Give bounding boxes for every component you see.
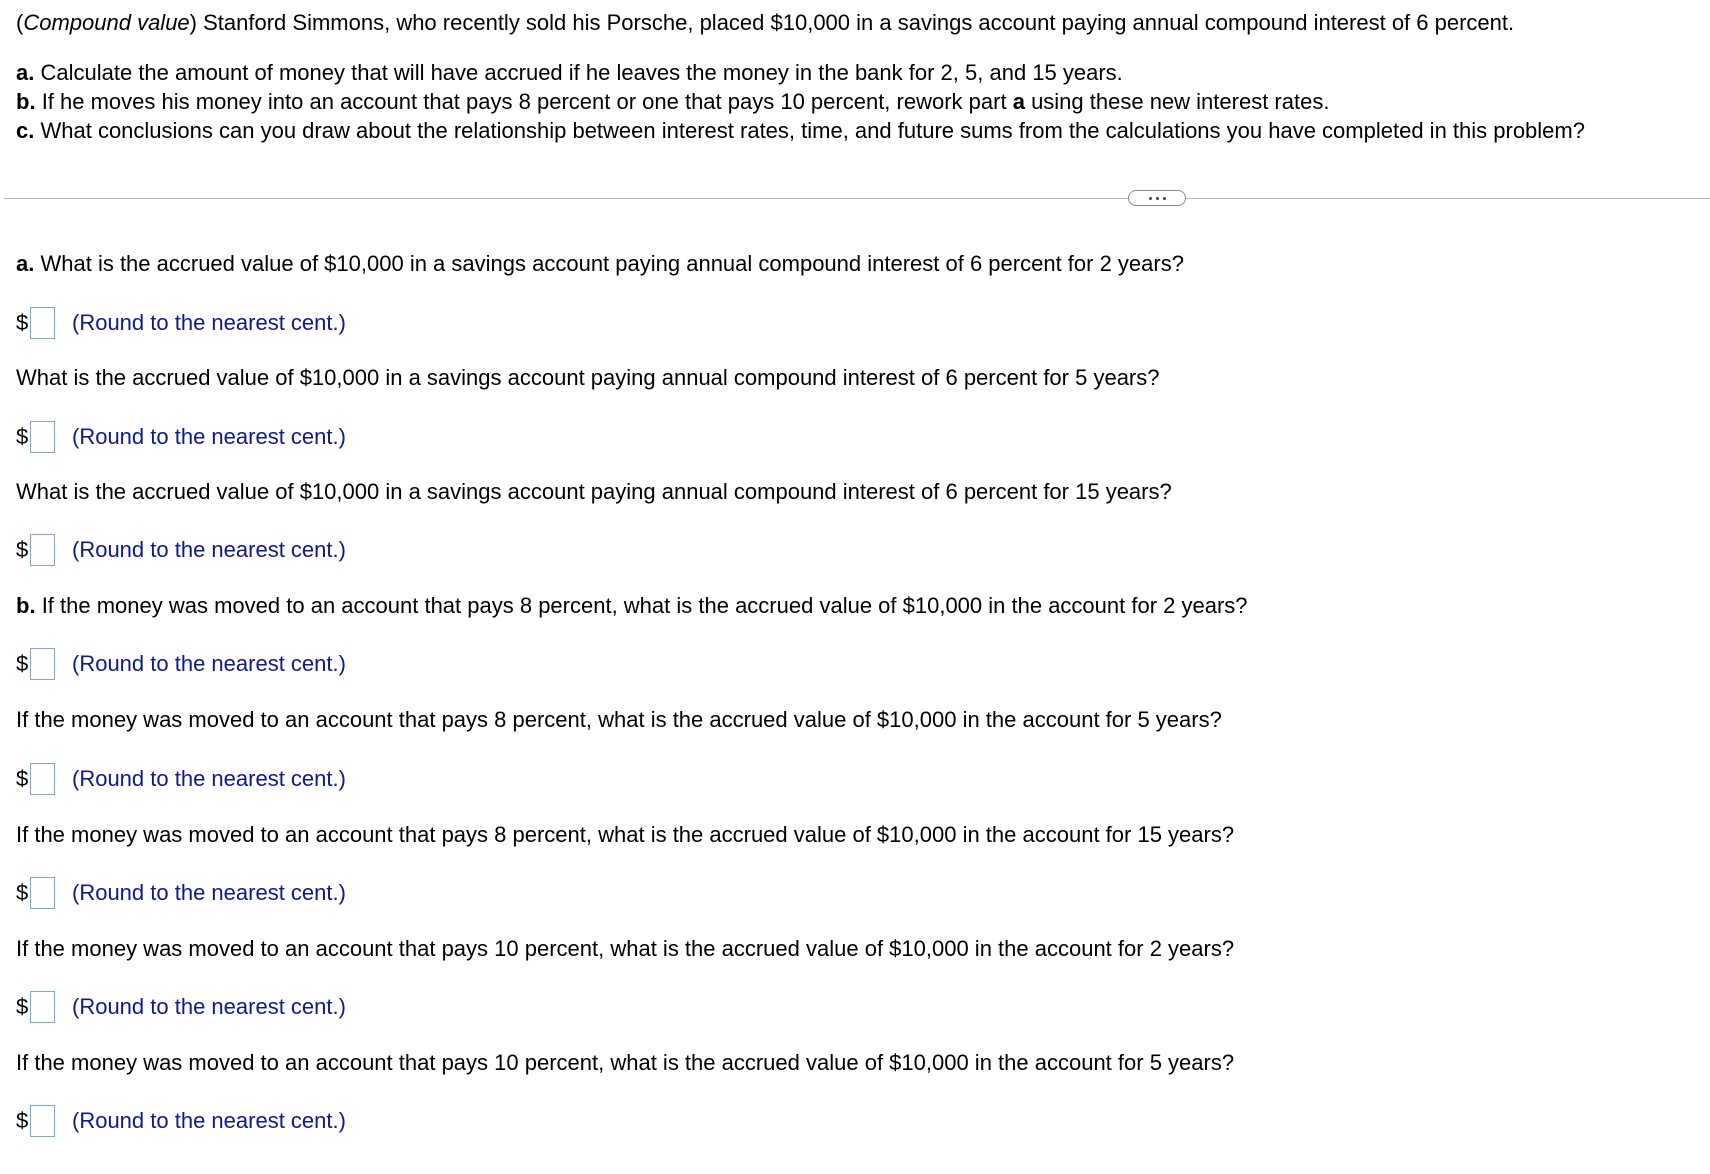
currency-symbol: $ [16,1108,29,1133]
question-body: If the money was moved to an account that pays 8 percent, what is the accrued value of $10,000 in the account for 5 years? [16,707,1222,732]
part-letter: c. [16,118,35,143]
answer-row [16,533,346,567]
question-body: If the money was moved to an account that pays 10 percent, what is the accrued value of $10,000 in the account for 5 years? [16,1050,1235,1075]
currency-symbol: $ [16,651,29,676]
currency-symbol: $ [16,424,29,449]
question-body: If the money was moved to an account that pays 8 percent, what is the accrued value of $10,000 in the account for 15 years? [16,822,1235,847]
answer-input[interactable] [30,877,55,909]
part-letter: b. [16,89,36,114]
currency-symbol: $ [16,310,29,335]
rounding-hint: (Round to the nearest cent.) [72,880,346,905]
problem-part-a [16,58,1696,87]
question-text [16,706,1222,734]
answer-row [16,762,346,796]
ellipsis-icon [1149,197,1152,200]
question-text [16,935,1234,963]
answer-input[interactable] [30,1105,55,1137]
question-body: What is the accrued value of $10,000 in a savings account paying annual compound interest of 6 percent for 5 years? [16,365,1160,390]
currency-symbol: $ [16,994,29,1019]
rounding-hint: (Round to the nearest cent.) [72,537,346,562]
rounding-hint: (Round to the nearest cent.) [72,651,346,676]
part-ref: a [1012,89,1025,114]
question-text [16,1049,1234,1077]
currency-symbol: $ [16,766,29,791]
answer-row [16,876,346,910]
answer-row [16,647,346,681]
question-text [16,364,1159,392]
problem-part-b [16,87,1696,116]
problem-intro: (Compound value) Stanford Simmons, who recently sold his Porsche, placed $10,000 in a savings account paying annual compound interest of 6 percent. [16,10,1515,35]
rounding-hint: (Round to the nearest cent.) [72,424,346,449]
problem-part-c [16,116,1696,145]
currency-symbol: $ [16,537,29,562]
expand-more-button[interactable] [1128,190,1186,206]
question-body: If the money was moved to an account that pays 10 percent, what is the accrued value of $10,000 in the account for 2 years? [16,936,1235,961]
answer-row [16,1104,346,1138]
question-body: What is the accrued value of $10,000 in a savings account paying annual compound interest of 6 percent for 2 years? [40,251,1184,276]
question-text [16,592,1248,620]
question-part-letter: b. [16,593,36,618]
rounding-hint: (Round to the nearest cent.) [72,994,346,1019]
answer-input[interactable] [30,307,55,339]
answer-input[interactable] [30,648,55,680]
part-letter: a. [16,60,35,85]
question-body: If the money was moved to an account that pays 8 percent, what is the accrued value of $10,000 in the account for 2 years? [41,593,1248,618]
question-text [16,478,1172,506]
problem-topic: Compound value [23,10,190,35]
answer-input[interactable] [30,534,55,566]
rounding-hint: (Round to the nearest cent.) [72,310,346,335]
part-text-after: using these new interest rates. [1031,89,1330,114]
part-text: What conclusions can you draw about the relationship between interest rates, time, and future sums from the calculations you have completed in this problem? [40,118,1585,143]
answer-row [16,306,346,340]
part-text: If he moves his money into an account that pays 8 percent or one that pays 10 percent, rework part [41,89,1007,114]
answer-row [16,420,346,454]
problem-statement [16,8,1696,145]
problem-intro-text: Stanford Simmons, who recently sold his Porsche, placed $10,000 in a savings account paying annual compound interest of 6 percent. [203,10,1515,35]
rounding-hint: (Round to the nearest cent.) [72,766,346,791]
answer-input[interactable] [30,763,55,795]
question-text [16,821,1234,849]
question-body: What is the accrued value of $10,000 in a savings account paying annual compound interest of 6 percent for 15 years? [16,479,1172,504]
answer-row [16,990,346,1024]
currency-symbol: $ [16,880,29,905]
answer-input[interactable] [30,991,55,1023]
question-part-letter: a. [16,251,35,276]
part-text: Calculate the amount of money that will have accrued if he leaves the money in the bank for 2, 5, and 15 years. [40,60,1123,85]
answer-input[interactable] [30,421,55,453]
ellipsis-icon [1163,197,1166,200]
question-text [16,250,1184,278]
rounding-hint: (Round to the nearest cent.) [72,1108,346,1133]
section-divider [4,198,1710,199]
ellipsis-icon [1156,197,1159,200]
